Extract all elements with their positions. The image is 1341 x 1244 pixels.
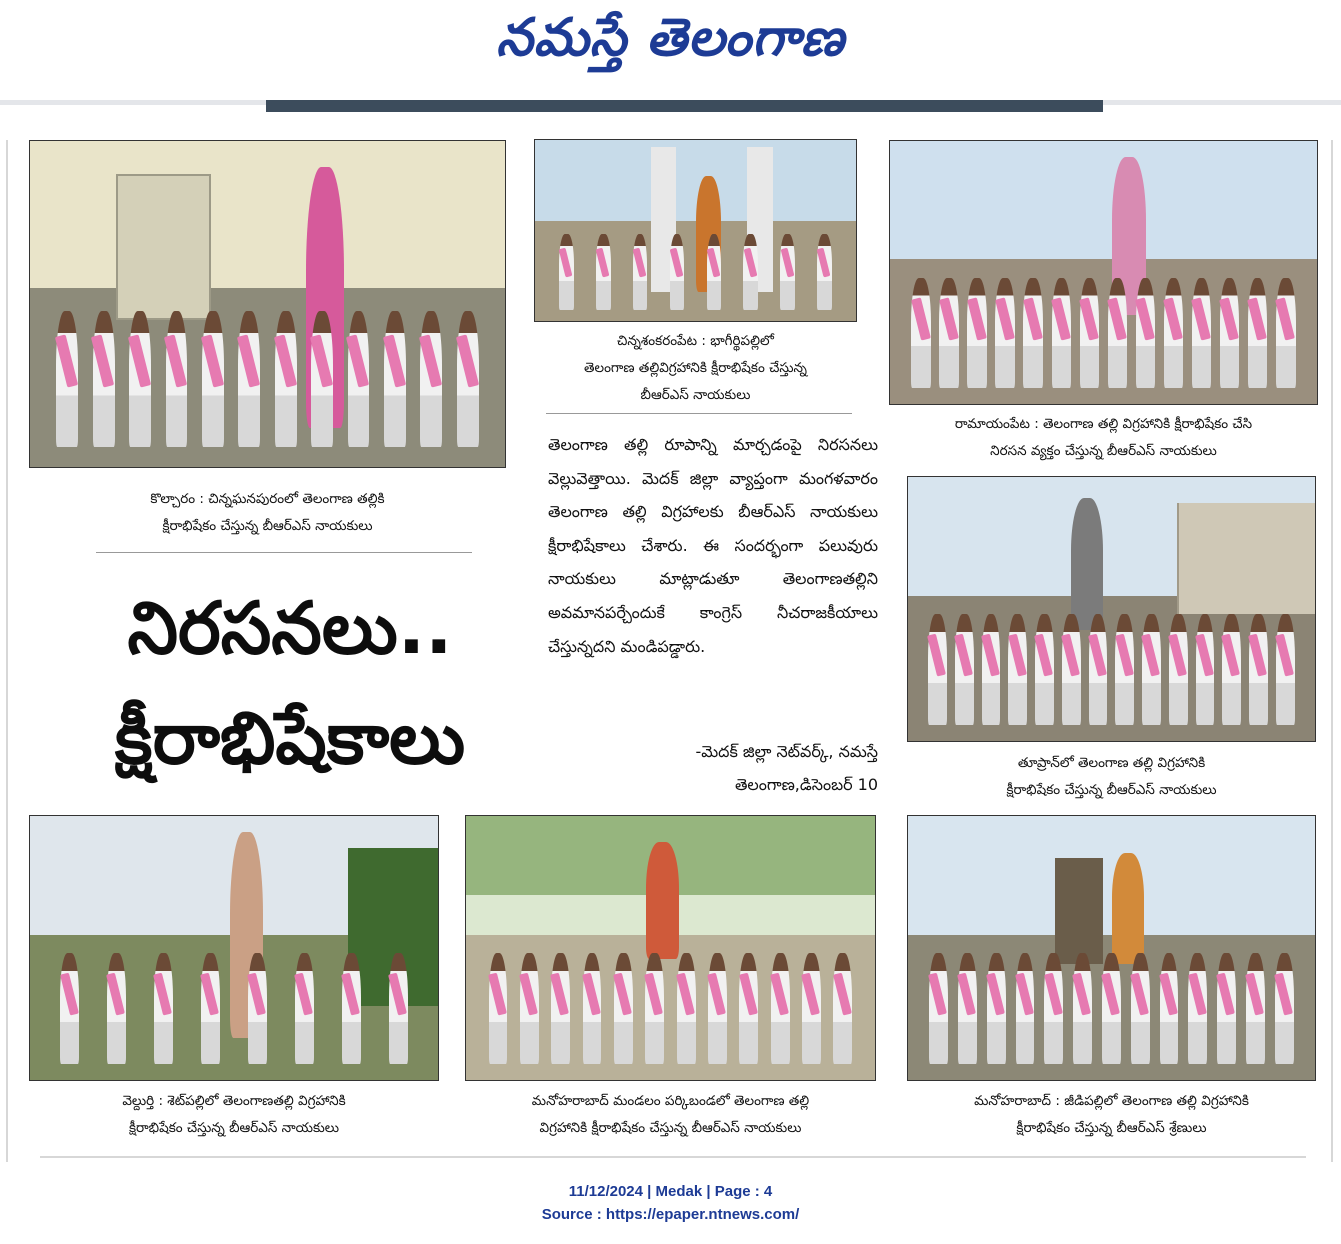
person-figure xyxy=(311,311,333,448)
footer-edition: 11/12/2024 | Medak | Page : 4 xyxy=(568,1183,773,1200)
person-figure xyxy=(771,953,790,1064)
person-figure xyxy=(420,311,442,448)
caption-line: వెల్దుర్తి : శెట్‌పల్లిలో తెలంగాణతల్లి విగ్రహానికి xyxy=(122,1093,346,1109)
caption-line: కొల్చారం : చిన్నఘనపురంలో తెలంగాణ తల్లికి xyxy=(150,491,385,507)
page-frame-right xyxy=(1331,140,1333,1162)
person-figure xyxy=(1276,278,1296,388)
photo-kolcharam xyxy=(29,140,506,468)
person-figure xyxy=(129,311,151,448)
caption-ramayampet xyxy=(889,411,1318,465)
person-figure xyxy=(1275,953,1294,1064)
person-figure xyxy=(802,953,821,1064)
person-figure xyxy=(708,953,727,1064)
article-paragraph: తెలంగాణ తల్లి రూపాన్ని మార్చడంపై నిరసనలు వెల్లువెత్తాయి. మెదక్ జిల్లా వ్యాప్తంగా మంగళవారం తెలంగాణ తల్లి విగ్రహాలకు బీఆర్ఎస్ నాయకులు క్షీరాభిషేకాలు చేశారు. ఈ సందర్భంగా పలువురు నాయకులు మాట్లాడుతూ తెలంగాణతల్లిని అవమానపర్చేందుకే కాంగ్రెస్ నీచరాజకీయాలు చేస్తున్నదని మండిపడ్డారు. xyxy=(548,435,878,656)
person-figure xyxy=(939,278,959,388)
person-figure xyxy=(1102,953,1121,1064)
person-figure xyxy=(1108,278,1128,388)
person-figure xyxy=(1276,614,1295,725)
caption-line: మనోహరాబాద్ మండలం పర్కిబండలో తెలంగాణ తల్లి xyxy=(531,1093,810,1109)
person-figure xyxy=(1044,953,1063,1064)
photo-toopran xyxy=(907,476,1316,742)
person-figure xyxy=(1164,278,1184,388)
caption-chinnashankarampet xyxy=(534,328,857,409)
person-figure xyxy=(1115,614,1134,725)
person-figure xyxy=(995,278,1015,388)
caption-line: తెలంగాణ తల్లివిగ్రహానికి క్షీరాభిషేకం చేస్తున్న xyxy=(584,360,807,376)
divider-rule xyxy=(546,413,852,414)
person-figure xyxy=(967,278,987,388)
person-figure xyxy=(1080,278,1100,388)
person-figure xyxy=(1035,614,1054,725)
person-figure xyxy=(348,311,370,448)
person-figure xyxy=(202,311,224,448)
person-figure xyxy=(201,953,220,1064)
person-figure xyxy=(154,953,173,1064)
person-figure xyxy=(817,234,832,310)
person-figure xyxy=(958,953,977,1064)
person-figure xyxy=(596,234,611,310)
page-frame-bottom xyxy=(40,1156,1306,1158)
statue-figure xyxy=(1071,498,1104,630)
person-figure xyxy=(614,953,633,1064)
person-figure xyxy=(1217,953,1236,1064)
masthead-rule-dark xyxy=(266,100,1103,112)
person-figure xyxy=(833,953,852,1064)
person-figure xyxy=(93,311,115,448)
person-figure xyxy=(929,953,948,1064)
caption-line: నిరసన వ్యక్తం చేస్తున్న బీఆర్ఎస్ నాయకులు xyxy=(990,443,1217,459)
caption-line: మనోహరాబాద్ : జీడిపల్లిలో తెలంగాణ తల్లి విగ్రహానికి xyxy=(974,1093,1249,1109)
person-figure xyxy=(1052,278,1072,388)
person-figure xyxy=(342,953,361,1064)
person-figure xyxy=(238,311,260,448)
caption-line: బీఆర్ఎస్ నాయకులు xyxy=(640,387,751,403)
person-figure xyxy=(633,234,648,310)
person-figure xyxy=(1023,278,1043,388)
page-frame-left xyxy=(6,140,8,1162)
person-figure xyxy=(743,234,758,310)
photo-manoharabad-parkibanda xyxy=(465,815,876,1081)
person-figure xyxy=(520,953,539,1064)
caption-manoharabad-jeedipalli xyxy=(907,1088,1316,1142)
person-figure xyxy=(1169,614,1188,725)
person-figure xyxy=(489,953,508,1064)
article-byline-2: తెలంగాణ,డిసెంబర్ 10 xyxy=(734,775,878,794)
photo-ramayampet xyxy=(889,140,1318,405)
person-figure xyxy=(389,953,408,1064)
person-figure xyxy=(1136,278,1156,388)
photo-veldurthi xyxy=(29,815,439,1081)
headline-line-2: క్షీరాభిషేకాలు xyxy=(114,696,466,780)
person-figure xyxy=(707,234,722,310)
person-figure xyxy=(955,614,974,725)
person-figure xyxy=(275,311,297,448)
photo-manoharabad-jeedipalli xyxy=(907,815,1316,1081)
person-figure xyxy=(1131,953,1150,1064)
photo-chinnashankarampet xyxy=(534,139,857,322)
caption-line: క్షీరాభిషేకం చేస్తున్న బీఆర్ఎస్ శ్రేణులు xyxy=(1016,1120,1207,1136)
person-figure xyxy=(1196,614,1215,725)
person-figure xyxy=(982,614,1001,725)
person-figure xyxy=(166,311,188,448)
person-figure xyxy=(645,953,664,1064)
person-figure xyxy=(1222,614,1241,725)
person-figure xyxy=(583,953,602,1064)
person-figure xyxy=(1248,278,1268,388)
caption-line: రామాయంపేట : తెలంగాణ తల్లి విగ్రహానికి క్షీరాభిషేకం చేసి xyxy=(954,416,1253,432)
masthead-title: నమస్తే తెలంగాణ xyxy=(496,8,845,68)
person-figure xyxy=(928,614,947,725)
caption-line: తూప్రాన్‌లో తెలంగాణ తల్లి విగ్రహానికి xyxy=(1017,755,1206,771)
caption-manoharabad-parkibanda xyxy=(465,1088,876,1142)
caption-kolcharam xyxy=(29,486,506,540)
person-figure xyxy=(1220,278,1240,388)
caption-line: చిన్నశంకరంపేట : భాగీర్థిపల్లిలో xyxy=(617,333,774,349)
person-figure xyxy=(670,234,685,310)
person-figure xyxy=(1246,953,1265,1064)
person-figure xyxy=(1089,614,1108,725)
masthead xyxy=(0,0,1341,100)
person-figure xyxy=(1142,614,1161,725)
person-figure xyxy=(1073,953,1092,1064)
caption-line: క్షీరాభిషేకం చేస్తున్న బీఆర్ఎస్ నాయకులు xyxy=(128,1120,339,1136)
person-figure xyxy=(559,234,574,310)
person-figure xyxy=(1188,953,1207,1064)
person-figure xyxy=(677,953,696,1064)
person-figure xyxy=(987,953,1006,1064)
footer-source: Source : https://epaper.ntnews.com/ xyxy=(541,1206,800,1223)
article-body xyxy=(548,428,878,663)
person-figure xyxy=(60,953,79,1064)
person-figure xyxy=(56,311,78,448)
caption-line: క్షీరాభిషేకం చేస్తున్న బీఆర్ఎస్ నాయకులు xyxy=(1006,782,1217,798)
person-figure xyxy=(1008,614,1027,725)
person-figure xyxy=(780,234,795,310)
person-figure xyxy=(911,278,931,388)
person-figure xyxy=(551,953,570,1064)
caption-veldurthi xyxy=(29,1088,439,1142)
person-figure xyxy=(1160,953,1179,1064)
caption-line: విగ్రహానికి క్షీరాభిషేకం చేస్తున్న బీఆర్ఎస్ నాయకులు xyxy=(539,1120,802,1136)
person-figure xyxy=(107,953,126,1064)
headline-line-1: నిరసనలు.. xyxy=(127,586,453,670)
person-figure xyxy=(1249,614,1268,725)
person-figure xyxy=(457,311,479,448)
divider-rule xyxy=(96,552,472,553)
article-byline-1: -మెదక్ జిల్లా నెట్‌వర్క్, నమస్తే xyxy=(695,742,878,761)
person-figure xyxy=(248,953,267,1064)
person-figure xyxy=(739,953,758,1064)
person-figure xyxy=(1192,278,1212,388)
person-figure xyxy=(384,311,406,448)
statue-figure xyxy=(1112,853,1145,964)
caption-line: క్షీరాభిషేకం చేస్తున్న బీఆర్ఎస్ నాయకులు xyxy=(162,518,373,534)
person-figure xyxy=(1016,953,1035,1064)
person-figure xyxy=(1062,614,1081,725)
person-figure xyxy=(295,953,314,1064)
caption-toopran xyxy=(907,750,1316,804)
statue-figure xyxy=(646,842,679,958)
